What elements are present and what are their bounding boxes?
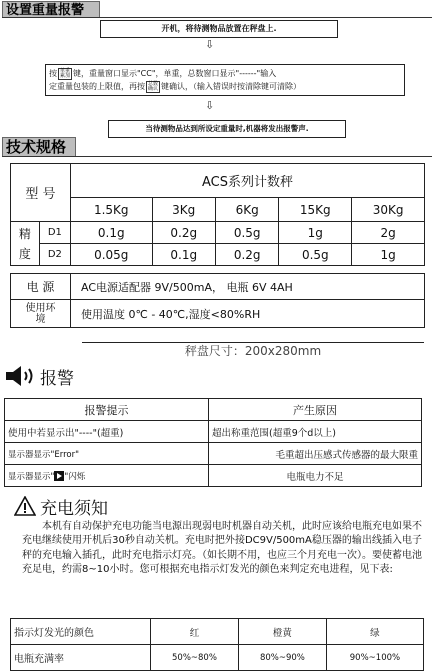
low-battery-icon <box>54 471 64 481</box>
precision-cell: 0.05g <box>71 244 153 266</box>
charge-header: 红 <box>151 619 239 645</box>
power-label: 电 源 <box>11 274 71 300</box>
precision-label-text: 精度 <box>18 226 31 261</box>
power-value: AC电源适配器 9V/500mA， 电瓶 6V 4AH <box>71 274 425 300</box>
precision-cell: 0.1g <box>152 244 215 266</box>
alarm-title: 报警 <box>40 369 74 389</box>
step-1-text: 开机，将待测物品放置在秤盘上. <box>161 24 277 33</box>
charge-cell: 50%~80% <box>151 645 239 671</box>
down-arrow-icon: ⇩ <box>205 38 215 51</box>
alarm-prompt: 显示器显示"Error" <box>5 443 209 465</box>
step-2-box <box>45 64 405 96</box>
charging-title: 充电须知 <box>40 499 108 519</box>
charging-table <box>10 618 424 671</box>
step-2-text-b: 键，重量窗口显示"CC"，单重，总数窗口显示"------"输入 <box>73 69 277 78</box>
down-arrow-icon: ⇩ <box>205 99 215 112</box>
charge-header: 指示灯发光的颜色 <box>11 619 151 645</box>
env-label: 使用环境 <box>11 300 71 328</box>
charge-cell: 电瓶充满率 <box>11 645 151 671</box>
step-2-text-d: 键确认，（输入错误时按清除键可清除） <box>161 82 301 91</box>
precision-cell: 0.5g <box>279 244 352 266</box>
step-3-text: 当待测物品达到所设定重量时,机器将发出报警声. <box>145 124 309 133</box>
precision-cell: 0.2g <box>215 244 278 266</box>
step-2-text-a: 按 <box>49 69 57 78</box>
capacity-cell: 3Kg <box>152 198 215 222</box>
alarm-setup-title: 设置重量报警 <box>2 1 100 18</box>
charging-body: 本机有自动保护充电功能当电源出现弱电时机器自动关机，此时应该给电瓶充电如果不充电继续使用开机后30秒自动关机。充电时把外接DC9V/500mA稳压器的输出线插入电子秤的充电输入插孔，此时充电指示灯亮。（如长期不用，也应三个月充电一次）。要使蓄电池充足电，约需8~10小时。您可根据充电指示灯发光的颜色来判定充电进程，见下表: <box>22 521 422 576</box>
alarm-table <box>4 398 422 487</box>
precision-label <box>11 222 40 266</box>
speaker-icon <box>4 365 40 387</box>
alarm-cause: 电瓶电力不足 <box>209 465 422 487</box>
precision-cell: 0.5g <box>215 222 278 244</box>
precision-cell: 0.1g <box>71 222 153 244</box>
total-confirm-key-icon: 总数 确认 <box>147 80 158 92</box>
alarm-prompt: 使用中若显示出"----"(超重) <box>5 421 209 443</box>
alarm-header-cause: 产生原因 <box>209 399 422 421</box>
precision-cell: 2g <box>352 222 425 244</box>
alarm-prompt-text-b: "闪烁 <box>64 471 86 482</box>
specs-table <box>10 163 425 328</box>
precision-cell: 1g <box>352 244 425 266</box>
d2-label: D2 <box>39 244 70 266</box>
warning-icon <box>14 496 36 516</box>
charge-header: 橙黄 <box>238 619 326 645</box>
precision-cell: 1g <box>279 222 352 244</box>
capacity-cell: 30Kg <box>352 198 425 222</box>
alarm-prompt <box>5 465 209 487</box>
alarm-cause: 毛重超出压感式传感器的最大限重 <box>209 443 422 465</box>
step-3-box <box>108 120 346 138</box>
alarm-prompt-text-a: 显示器显示" <box>8 471 55 482</box>
charge-header: 绿 <box>326 619 423 645</box>
charge-cell: 80%~90% <box>238 645 326 671</box>
precision-cell: 0.2g <box>152 222 215 244</box>
capacity-cell: 1.5Kg <box>71 198 153 222</box>
capacity-cell: 15Kg <box>279 198 352 222</box>
specs-title: 技术规格 <box>2 137 76 157</box>
unit-weight-key-icon: 单重 累加 <box>59 67 70 79</box>
env-value: 使用温度 0℃ - 40℃,湿度<80%RH <box>71 300 425 328</box>
d1-label: D1 <box>39 222 70 244</box>
step-1-box <box>100 20 338 38</box>
charge-cell: 90%~100% <box>326 645 423 671</box>
alarm-cause: 超出称重范围(超重9个d以上) <box>209 421 422 443</box>
model-name: ACS系列计数秤 <box>71 164 425 198</box>
model-label: 型 号 <box>11 164 71 222</box>
pan-size: 秤盘尺寸：200x280mm <box>82 342 424 360</box>
step-2-text-c: 定重量包装的上限值，再按 <box>49 82 145 91</box>
alarm-header-prompt: 报警提示 <box>5 399 209 421</box>
capacity-cell: 6Kg <box>215 198 278 222</box>
